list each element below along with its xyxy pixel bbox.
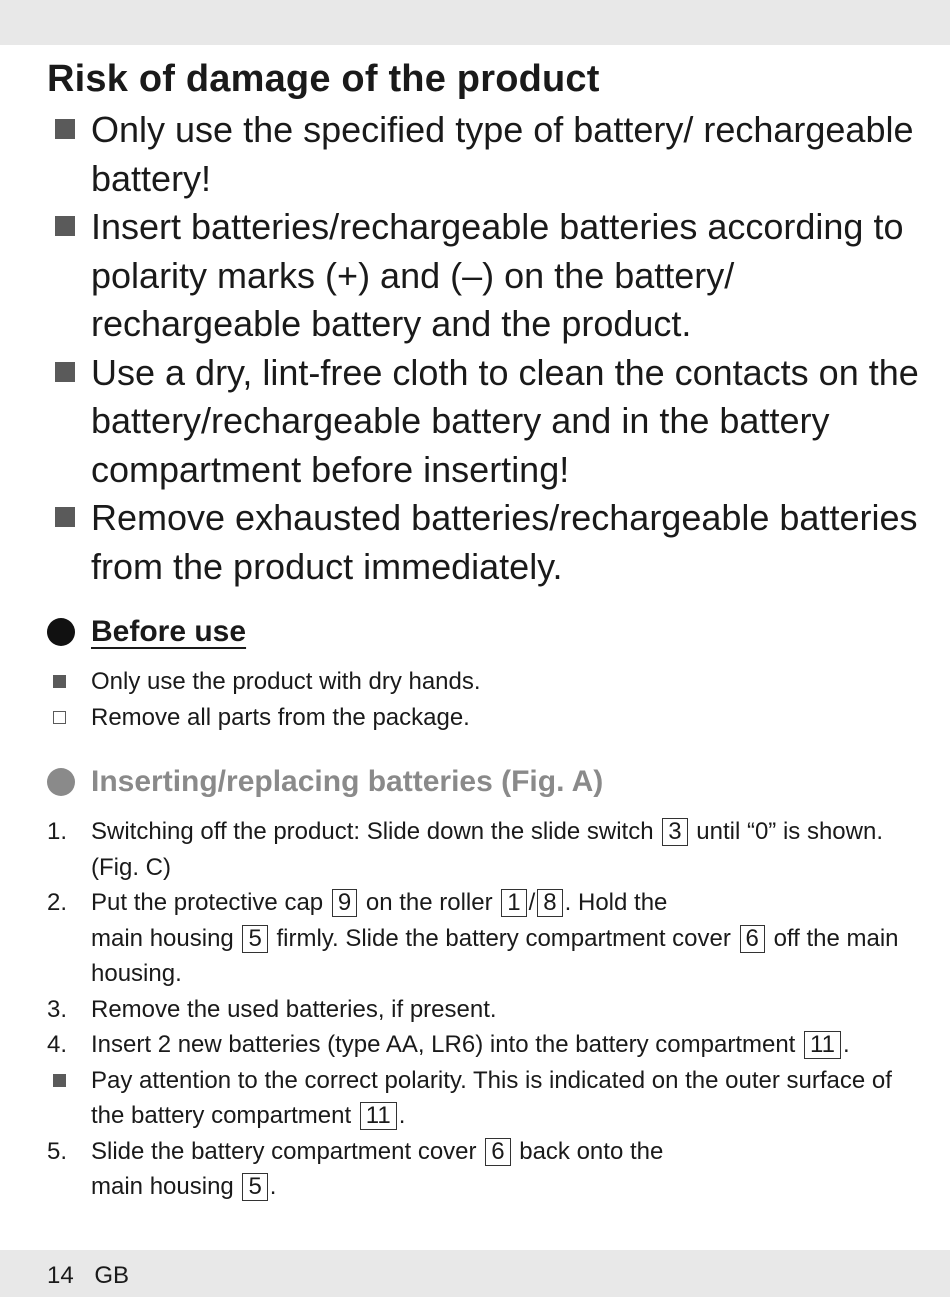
grey-circle-icon xyxy=(47,768,75,796)
note-item: Pay attention to the correct polarity. This is indicated on the outer surface of the battery compartment 11 . xyxy=(47,1063,927,1134)
risk-item: Remove exhausted batteries/rechargeable batteries from the product immediately. xyxy=(47,494,927,591)
risk-item: Only use the specified type of battery/ rechargeable battery! xyxy=(47,106,927,203)
page-number: 14 xyxy=(47,1262,74,1289)
step-item: 4. Insert 2 new batteries (type AA, LR6) into the battery compartment 11 . xyxy=(47,1031,850,1058)
step-item: 1. Switching off the product: Slide down the slide switch 3 until “0” is shown. (Fig. C) xyxy=(47,818,883,881)
step-item: 3. Remove the used batteries, if present. xyxy=(47,995,497,1023)
filled-circle-icon xyxy=(47,618,75,646)
batteries-heading: Inserting/replacing batteries (Fig. A) xyxy=(47,765,603,799)
risk-item: Use a dry, lint-free cloth to clean the contacts on the battery/rechargeable battery and in the battery compartment before inserting! xyxy=(47,349,927,495)
part-ref: 11 xyxy=(360,1102,397,1130)
page-footer xyxy=(47,1262,129,1290)
battery-steps xyxy=(47,814,927,1205)
part-ref: 8 xyxy=(537,889,562,917)
square-bullet-icon xyxy=(55,362,75,382)
part-ref: 1 xyxy=(501,889,526,917)
part-ref: 9 xyxy=(332,889,357,917)
part-ref: 6 xyxy=(740,925,765,953)
part-ref: 11 xyxy=(804,1031,841,1059)
square-bullet-icon xyxy=(55,507,75,527)
risk-list xyxy=(47,106,927,591)
risk-heading: Risk of damage of the product xyxy=(47,58,600,100)
list-item: Remove all parts from the package. xyxy=(47,700,927,736)
list-item: Only use the product with dry hands. xyxy=(47,664,927,700)
square-bullet-icon xyxy=(55,216,75,236)
step-item: 2. Put the protective cap 9 on the roller 1 / 8 . Hold the main housing 5 firmly. Slide the battery compartment cover 6 off the main housing. xyxy=(47,889,899,987)
square-bullet-icon xyxy=(53,675,66,688)
footer-band xyxy=(0,1250,950,1297)
part-ref: 3 xyxy=(662,818,687,846)
part-ref: 5 xyxy=(242,1173,267,1201)
part-ref: 6 xyxy=(485,1138,510,1166)
risk-item: Insert batteries/rechargeable batteries according to polarity marks (+) and (–) on the battery/ rechargeable battery and the product. xyxy=(47,203,927,349)
before-use-list xyxy=(47,664,927,735)
square-bullet-icon xyxy=(55,119,75,139)
part-ref: 5 xyxy=(242,925,267,953)
step-item: 5. Slide the battery compartment cover 6 back onto the main housing 5 . xyxy=(47,1137,664,1200)
top-band xyxy=(0,0,950,45)
square-bullet-icon xyxy=(53,1074,66,1087)
before-use-heading: Before use xyxy=(47,615,246,649)
language-code: GB xyxy=(94,1262,130,1289)
checkbox-square-icon xyxy=(53,711,66,724)
